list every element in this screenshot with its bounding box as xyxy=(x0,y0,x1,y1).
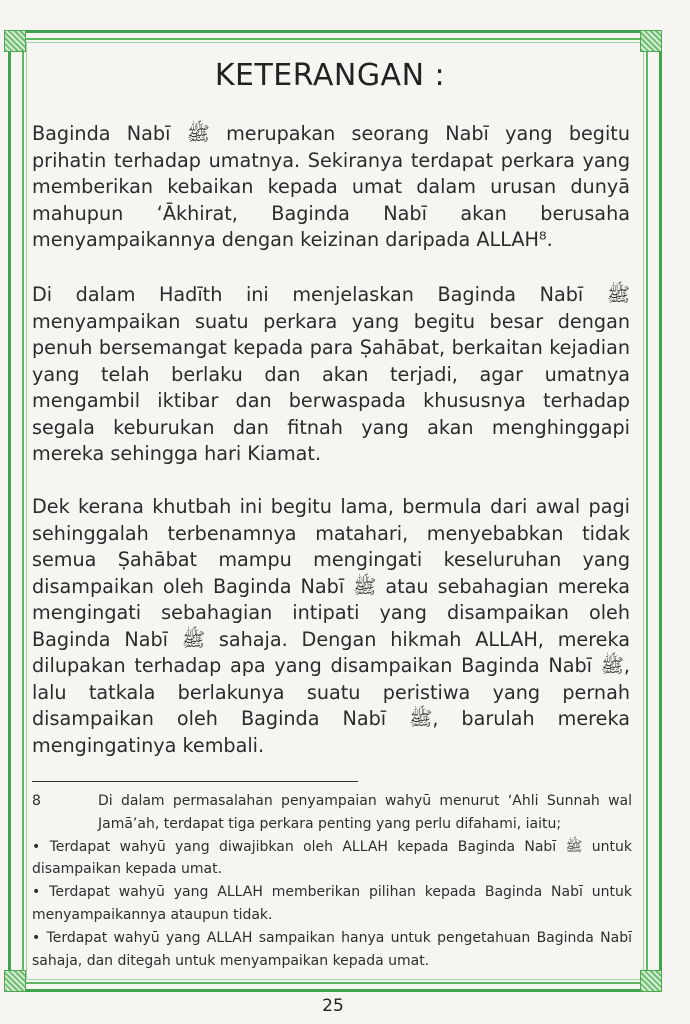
paragraph-2: Di dalam Hadīth ini menjelaskan Baginda Nabī ﷺ menyampaikan suatu perkara yang begitu besar dengan penuh bersemangat kepada para Ṣahābat, berkaitan kejadian yang telah berlaku dan akan terjadi, agar umatnya mengambil iktibar dan berwaspada khususnya terhadap segala keburukan dan fitnah yang akan menghinggapi mereka sehingga hari Kiamat. xyxy=(32,283,630,465)
footnote-bullet-2: • Terdapat wahyū yang ALLAH memberikan pilihan kepada Baginda Nabī untuk menyampaikannya ataupun tidak. xyxy=(32,884,632,923)
corner-ornament-bottom-left xyxy=(4,970,26,992)
corner-ornament-top-right xyxy=(640,30,662,52)
footnote-number: 8 xyxy=(32,793,41,809)
footnote xyxy=(32,790,632,972)
paragraph-3: Dek kerana khutbah ini begitu lama, bermula dari awal pagi sehinggalah terbenamnya matahari, menyebabkan tidak semua Ṣahābat mampu mengingati keseluruhan yang disampaikan oleh Baginda Nabī ﷺ atau sebahagian mereka mengingati sebahagian intipati yang disampaikan oleh Baginda Nabī ﷺ sahaja. Dengan hikmah ALLAH, mereka dilupakan terhadap apa yang disampaikan Baginda Nabī ﷺ, lalu tatkala berlakunya suatu peristiwa yang pernah disampaikan oleh Baginda Nabī ﷺ, barulah mereka mengingatinya kembali. xyxy=(32,495,630,757)
corner-ornament-top-left xyxy=(4,30,26,52)
footnote-divider xyxy=(32,781,358,782)
footnote-bullet-1: • Terdapat wahyū yang diwajibkan oleh ALLAH kepada Baginda Nabī ﷺ untuk disampaikan kepada umat. xyxy=(32,838,632,878)
footnote-bullet-3: • Terdapat wahyū yang ALLAH sampaikan hanya untuk pengetahuan Baginda Nabī sahaja, dan ditegah untuk menyampaikan kepada umat. xyxy=(32,929,632,969)
page-heading: KETERANGAN : xyxy=(214,58,446,93)
corner-ornament-bottom-right xyxy=(640,970,662,992)
page-number: 25 xyxy=(322,996,344,1016)
footnote-intro: Di dalam permasalahan penyampaian wahyū menurut ‘Ahli Sunnah wal Jamā’ah, terdapat tiga perkara penting yang perlu difahami, iaitu; xyxy=(98,793,632,832)
paragraph-1: Baginda Nabī ﷺ merupakan seorang Nabī yang begitu prihatin terhadap umatnya. Sekiranya terdapat perkara yang memberikan kebaikan kepada umat dalam urusan dunyā mahupun ‘Ākhirat, Baginda Nabī akan berusaha menyampaikannya dengan keizinan daripada ALLAH⁸. xyxy=(32,122,630,251)
footnote-intro-row xyxy=(32,790,632,836)
